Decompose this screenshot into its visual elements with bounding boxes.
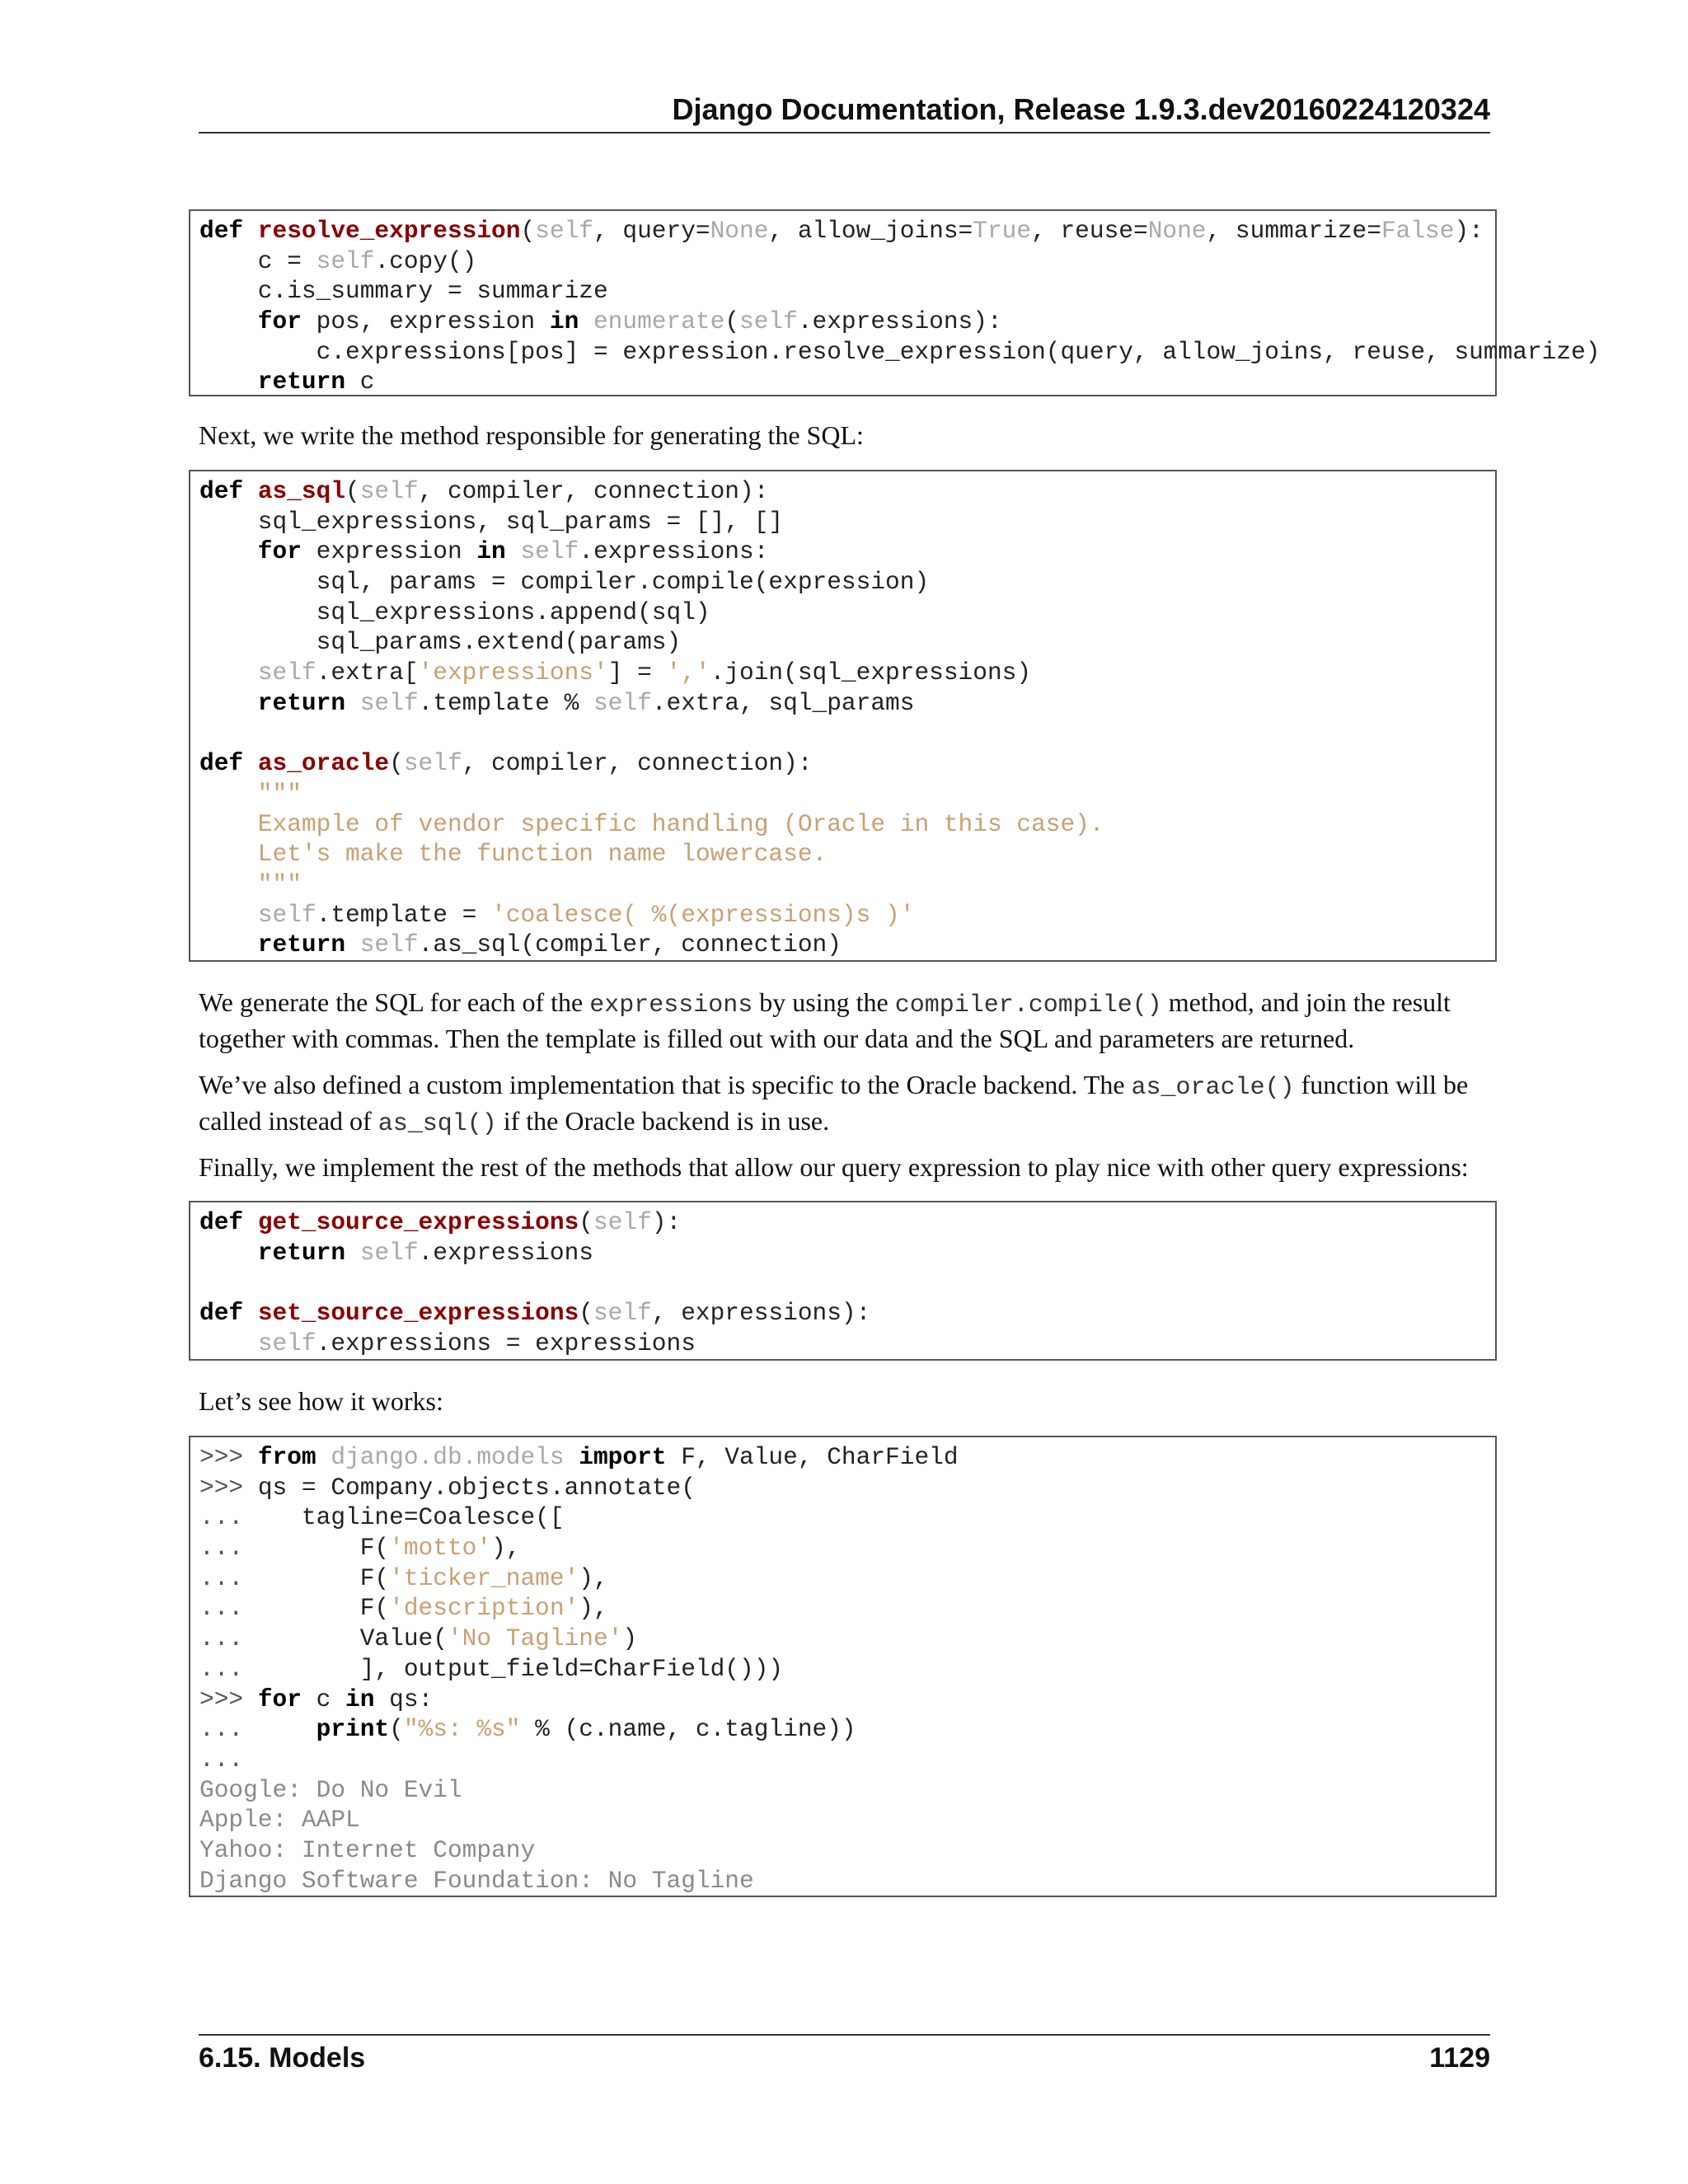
code-line [199, 507, 1495, 537]
code-token: return [199, 368, 346, 396]
code-token: ): [1454, 217, 1484, 245]
code-token: self [257, 900, 316, 929]
code-token: , expressions): [651, 1299, 871, 1328]
code-token: self [403, 749, 462, 778]
code-token [345, 689, 360, 717]
code-line [199, 598, 1495, 628]
code-token: Yahoo: Internet Company [199, 1835, 536, 1864]
code-token: >>> [199, 1685, 258, 1713]
code-token: def [199, 1208, 258, 1236]
code-token: from [257, 1443, 316, 1471]
paragraph-see-how: Let’s see how it works: [199, 1386, 443, 1416]
code-token: in [345, 1685, 375, 1713]
code-token: "%s: %s" [403, 1715, 521, 1744]
inline-code-as-oracle: as_oracle() [1131, 1074, 1295, 1102]
code-token [565, 1443, 579, 1471]
footer-page-number: 1129 [1429, 2042, 1490, 2074]
code-token: .join(sql_expressions) [710, 658, 1032, 687]
code-token: , allow_joins= [768, 217, 973, 245]
paragraph-generate-sql [199, 986, 1490, 1055]
code-line [199, 1624, 1495, 1654]
code-token: None [1147, 217, 1207, 245]
code-line [199, 1238, 1495, 1268]
code-token: ( [345, 477, 360, 505]
code-token: ) [622, 1624, 638, 1653]
code-line [199, 276, 1495, 307]
code-token: self [739, 307, 798, 336]
code-line [199, 567, 1495, 598]
code-token: self [359, 930, 419, 959]
code-token: ... [199, 1594, 258, 1623]
code-token: , query= [593, 217, 710, 245]
code-line [199, 869, 1495, 900]
code-token: .as_sql(compiler, connection) [418, 930, 842, 959]
code-token: Value( [257, 1624, 448, 1653]
code-token: self [257, 658, 316, 687]
code-token: """ [199, 779, 302, 808]
code-token: .template % [418, 688, 593, 717]
paragraph-sql-method-intro: Next, we write the method responsible for generating the SQL: [199, 420, 864, 450]
code-token: self [593, 1208, 652, 1236]
code-token: """ [199, 869, 302, 898]
code-line [199, 246, 1495, 277]
code-token: c.expressions[pos] = expression.resolve_expression(query, allow_joins, reuse, summarize) [199, 337, 1601, 366]
code-token: sql_params.extend(params) [199, 628, 682, 657]
code-line [199, 627, 1495, 658]
code-token: return [199, 930, 346, 959]
code-line [199, 809, 1495, 840]
code-token: .extra, sql_params [651, 688, 915, 717]
code-line [199, 658, 1495, 688]
code-token: F( [257, 1534, 390, 1563]
code-token: as_oracle [257, 749, 390, 778]
code-token: self [359, 688, 419, 717]
paragraph-text: if the Oracle backend is in use. [496, 1106, 830, 1136]
code-token: F( [257, 1594, 390, 1623]
code-token: sql_expressions.append(sql) [199, 598, 710, 626]
code-token: def [199, 749, 258, 778]
code-token: Google: Do No Evil [199, 1775, 462, 1804]
code-token: enumerate [593, 307, 725, 336]
code-block-as-sql [189, 470, 1497, 962]
code-line [199, 719, 1495, 749]
code-token: .expressions = expressions [316, 1329, 696, 1357]
code-line [199, 900, 1495, 930]
code-token: ), [579, 1563, 608, 1592]
code-token: ... [199, 1745, 244, 1774]
code-line [199, 1805, 1495, 1835]
code-token: F, Value, CharField [666, 1443, 959, 1471]
code-token: import [579, 1443, 667, 1471]
code-token: for [257, 1685, 302, 1713]
code-token: qs: [374, 1685, 434, 1713]
footer-divider [199, 2034, 1490, 2036]
code-token: tagline=Coalesce([ [257, 1503, 565, 1532]
code-token: .expressions [418, 1238, 593, 1267]
code-token: ... [199, 1563, 258, 1592]
code-line [199, 1473, 1495, 1503]
code-line [199, 1775, 1495, 1806]
code-line [199, 930, 1495, 960]
code-token: .expressions): [797, 307, 1002, 336]
code-token [199, 901, 258, 929]
code-token: ), [579, 1594, 608, 1623]
code-line [199, 1714, 1495, 1745]
code-token: pos, expression [301, 307, 550, 336]
code-line [199, 1835, 1495, 1866]
code-line [199, 1866, 1495, 1896]
code-token: self [593, 688, 652, 717]
code-line [199, 307, 1495, 337]
code-token: sql_expressions, sql_params = [], [] [199, 507, 784, 536]
code-token: ( [724, 307, 740, 336]
code-token: >>> [199, 1443, 258, 1471]
code-token: set_source_expressions [257, 1299, 579, 1328]
code-token: resolve_expression [257, 217, 521, 245]
code-token: def [199, 477, 258, 505]
paragraph-oracle-backend [199, 1068, 1490, 1141]
code-line [199, 1268, 1495, 1298]
code-token: .copy() [374, 246, 477, 275]
code-token: c = [199, 246, 316, 275]
code-token: Apple: AAPL [199, 1806, 360, 1835]
code-token: ( [389, 749, 404, 778]
code-line [199, 1502, 1495, 1533]
code-token: ... [199, 1534, 258, 1563]
code-token: False [1381, 217, 1455, 245]
code-token: ): [651, 1208, 682, 1236]
code-token: return [199, 688, 346, 717]
code-token: ], output_field=CharField())) [257, 1654, 784, 1683]
code-token: 'motto' [389, 1534, 492, 1563]
code-token: django.db.models [331, 1443, 565, 1471]
code-line [199, 1563, 1495, 1594]
code-token: ( [579, 1208, 593, 1236]
code-token: ( [579, 1299, 593, 1328]
code-token: in [476, 537, 506, 566]
code-token: .expressions: [579, 537, 769, 566]
code-line [199, 839, 1495, 869]
code-token: ... [199, 1715, 258, 1744]
paragraph-implement-rest: Finally, we implement the rest of the methods that allow our query expression to play nice with other query expressions: [199, 1152, 1469, 1182]
code-token: sql, params = compiler.compile(expression) [199, 568, 930, 597]
code-token: for [199, 537, 302, 566]
code-block-source-expressions [189, 1201, 1497, 1361]
code-token: ] = [607, 658, 667, 687]
code-line [199, 1685, 1495, 1715]
code-line [199, 688, 1495, 719]
code-token: print [316, 1715, 390, 1744]
code-token: .extra[ [316, 658, 419, 687]
code-token: def [199, 217, 258, 245]
code-token: .template = [316, 900, 492, 929]
code-token: Let's make the function name lowercase. [199, 840, 828, 869]
code-token: self [593, 1299, 652, 1328]
code-line [199, 1745, 1495, 1775]
code-line [199, 216, 1495, 246]
code-token: ',' [666, 658, 710, 687]
code-line [199, 1442, 1495, 1473]
code-line [199, 337, 1601, 368]
code-token: qs = Company.objects.annotate( [257, 1473, 696, 1502]
code-line [199, 1533, 1495, 1563]
code-line [199, 1298, 1495, 1329]
code-line [199, 779, 1495, 809]
code-token: c [345, 368, 375, 396]
code-token: self [359, 1238, 419, 1267]
code-token [345, 1239, 360, 1267]
code-token: ), [491, 1534, 521, 1563]
paragraph-text: We generate the SQL for each of the [199, 987, 590, 1017]
code-token: % (c.name, c.tagline)) [520, 1715, 856, 1744]
paragraph-text: method, and join the result together with commas. Then the template is filled out with our data and the SQL and parameters are returned. [199, 987, 1451, 1053]
code-token: get_source_expressions [257, 1208, 579, 1236]
paragraph-text: function will be called instead of [199, 1070, 1469, 1136]
code-line [199, 1207, 1495, 1238]
code-token: 'expressions' [418, 658, 608, 687]
code-token: expression [301, 537, 477, 566]
code-token: ... [199, 1503, 258, 1532]
code-token: Django Software Foundation: No Tagline [199, 1866, 754, 1895]
code-token [199, 658, 258, 687]
code-line [199, 367, 1495, 397]
code-token: self [316, 246, 375, 275]
code-token: 'No Tagline' [447, 1624, 623, 1653]
code-line [199, 537, 1495, 567]
code-token: self [535, 217, 593, 245]
code-token: 'ticker_name' [389, 1563, 579, 1592]
code-token: c [301, 1685, 346, 1713]
inline-code-as-sql: as_sql() [377, 1110, 497, 1138]
code-token: c.is_summary = summarize [199, 277, 608, 306]
code-token: 'coalesce( %(expressions)s )' [491, 900, 915, 929]
code-token: ( [389, 1715, 404, 1744]
code-token: 'description' [389, 1594, 579, 1623]
inline-code-expressions: expressions [589, 991, 753, 1019]
code-token: for [199, 307, 302, 336]
code-token: return [199, 1238, 346, 1267]
footer-section: 6.15. Models [199, 2042, 366, 2074]
code-token: ... [199, 1624, 258, 1653]
code-token: ( [520, 217, 536, 245]
code-line [199, 748, 1495, 779]
page-header: Django Documentation, Release 1.9.3.dev20160224120324 [199, 92, 1490, 134]
code-token: True [973, 217, 1032, 245]
code-token: Example of vendor specific handling (Oracle in this case). [199, 809, 1104, 838]
code-line [199, 1329, 1495, 1359]
code-token [579, 307, 593, 335]
code-token [199, 1329, 258, 1357]
paragraph-text: by using the [753, 987, 895, 1017]
code-token: self [359, 477, 419, 505]
code-token [345, 930, 360, 958]
paragraph-text: We’ve also defined a custom implementation that is specific to the Oracle backend. The [199, 1070, 1132, 1099]
code-token: None [710, 217, 769, 245]
code-token: , summarize= [1206, 217, 1381, 245]
code-token [506, 537, 521, 565]
code-token: self [520, 537, 579, 566]
code-line [199, 1654, 1495, 1685]
code-line [199, 1593, 1495, 1624]
inline-code-compiler-compile: compiler.compile() [894, 991, 1162, 1019]
code-token: in [549, 307, 579, 336]
code-token: def [199, 1299, 258, 1328]
code-block-resolve-expression [189, 209, 1601, 396]
code-block-usage-example [189, 1436, 1497, 1897]
code-line [199, 476, 1495, 507]
code-token: >>> [199, 1473, 258, 1502]
code-token [258, 1715, 316, 1743]
code-token: , reuse= [1031, 217, 1148, 245]
code-token: as_sql [257, 477, 346, 505]
code-token [316, 1443, 331, 1471]
code-token: self [257, 1329, 316, 1357]
code-token: F( [257, 1563, 390, 1592]
code-token: , compiler, connection): [418, 477, 769, 505]
code-token: , compiler, connection): [462, 749, 813, 778]
code-token: ... [199, 1654, 258, 1683]
